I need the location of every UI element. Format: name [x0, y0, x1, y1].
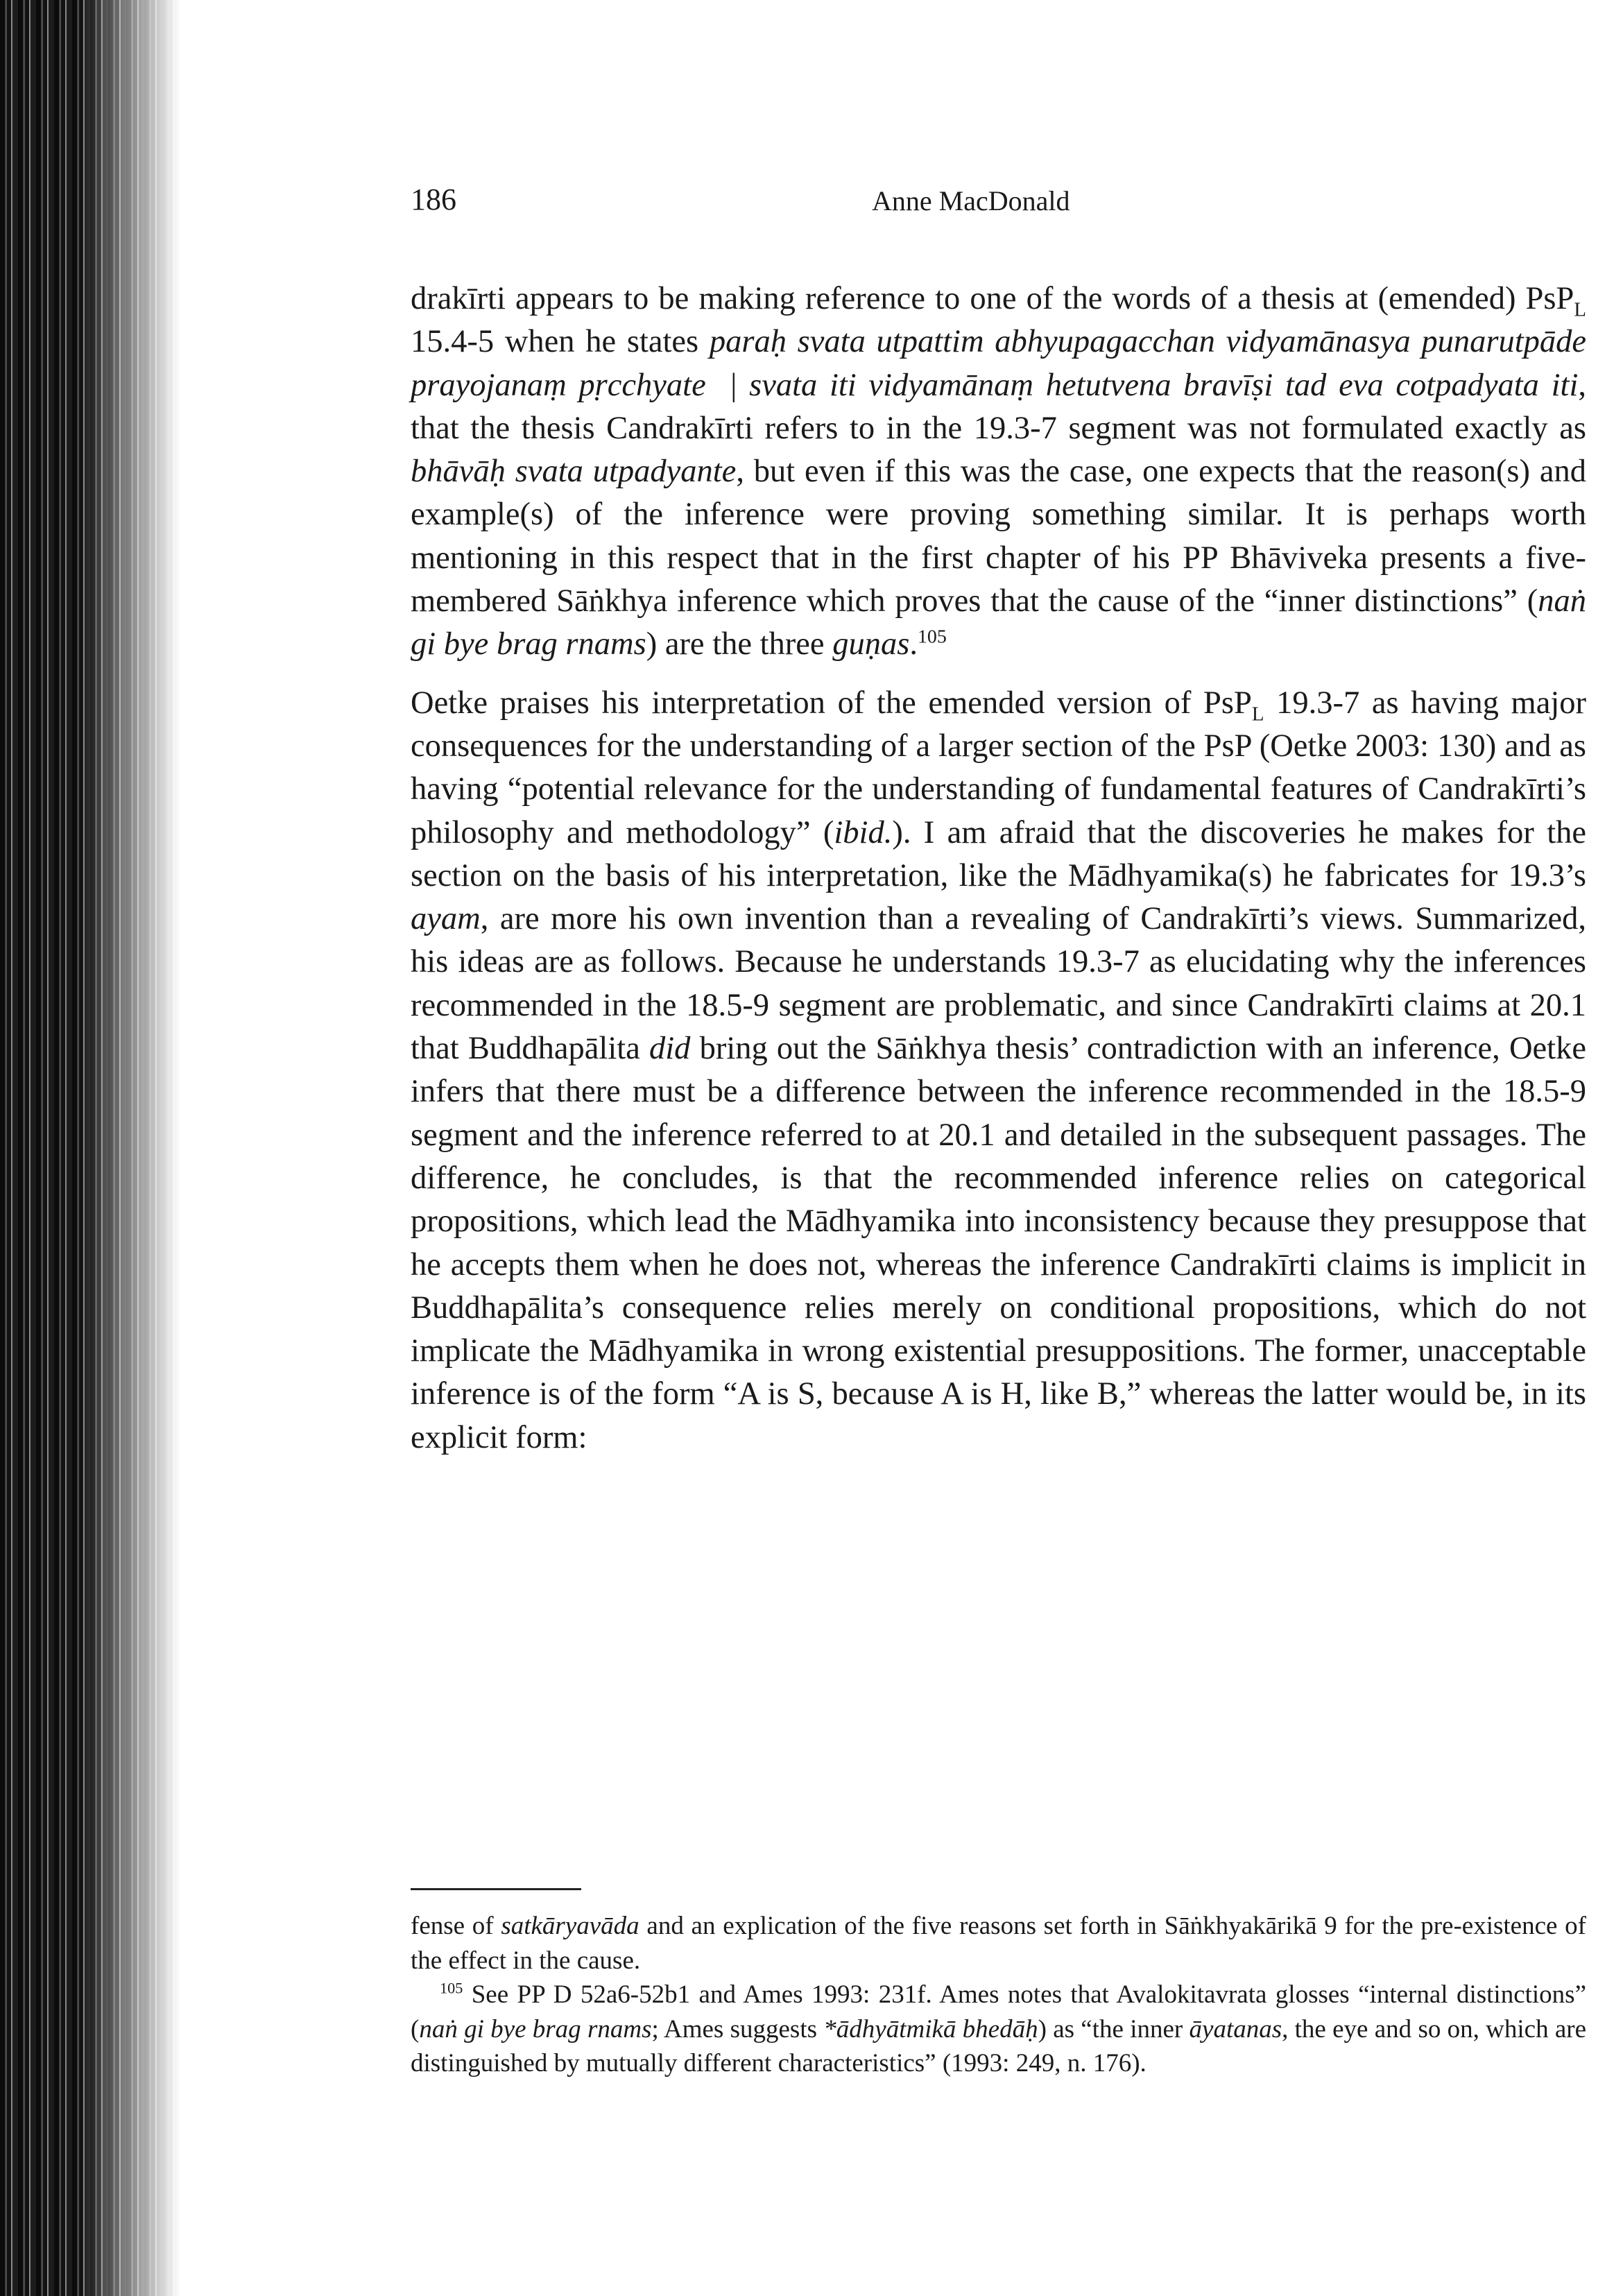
paragraph-1: drakīrti appears to be making reference to one of the words of a thesis at (emended) PsP$_L$ 15.4-5 when he states paraḥ svata utpattim abhyupagacchan vidyamānasya punarutpāde prayojanaṃ pṛcchyate | svata iti vidyamānaṃ hetutvena bravīṣi tad eva cotpadyata iti, that the thesis Candrakīrti refers to in the 19.3-7 segment was not formulated exactly as bhāvāḥ svata utpadyante, but even if this was the case, one expects that the reason(s) and example(s) of the inference were proving something similar. It is perhaps worth mentioning in this respect that in the first chapter of his PP Bhāviveka presents a five-membered Sāṅkhya inference which proves that the cause of the “inner distinctions” (naṅ gi bye brag rnams) are the three guṇas.$^{105}$	[411, 281, 1587, 662]
body-text	[411, 277, 1586, 1459]
footnote-number: 105	[440, 1979, 463, 1997]
page-number: 186	[411, 182, 456, 216]
footnote-105: $^{105}$ See PP D 52a6-52b1 and Ames 1993: 231f. Ames notes that Avalokitavrata glosses “internal distinctions” (naṅ gi bye brag rnams; Ames suggests *ādhyātmikā bhedāḥ) as “the inner āyatanas, the eye and so on, which are distinguished by mutually different characteristics” (1993: 249, n. 176).	[411, 1979, 1587, 2077]
footnote-ref-105[interactable]: 105	[917, 626, 947, 648]
footnote-continued: fense of satkāryavāda and an explication of the five reasons set forth in Sāṅkhyakārikā 9 for the pre-existence of the effect in the cause.	[411, 1912, 1586, 1975]
footnotes	[411, 1909, 1586, 2081]
footnote-divider	[411, 1888, 581, 1890]
scan-gutter-shadow	[0, 0, 180, 2296]
running-header	[411, 182, 1590, 223]
running-head-author: Anne MacDonald	[872, 185, 1070, 216]
paragraph-2: Oetke praises his interpretation of the emended version of PsP$_L$ 19.3-7 as having major consequences for the understanding of a larger section of the PsP (Oetke 2003: 130) and as having “potential relevance for the understanding of fundamental features of Candrakīrti’s philosophy and methodology” (ibid.). I am afraid that the discoveries he makes for the section on the basis of his interpretation, like the Mādhyamika(s) he fabricates for 19.3’s ayam, are more his own invention than a revealing of Candrakīrti’s views. Summarized, his ideas are as follows. Because he understands 19.3-7 as elucidating why the inferences recommended in the 18.5-9 segment are problematic, and since Candrakīrti claims at 20.1 that Buddhapālita did bring out the Sāṅkhya thesis’ contradiction with an inference, Oetke infers that there must be a difference between the inference recommended in the 18.5-9 segment and the inference referred to at 20.1 and detailed in the subsequent passages. The difference, he concludes, is that the recommended inference relies on categorical propositions, which lead the Mādhyamika into inconsistency because they presuppose that he accepts them when he does not, whereas the inference Candrakīrti claims is implicit in Buddhapālita’s consequence relies merely on conditional propositions, which do not implicate the Mādhyamika in wrong existential presuppositions. The former, unacceptable inference is of the form “A is S, because A is H, like B,” whereas the latter would be, in its explicit form:	[411, 685, 1587, 1455]
